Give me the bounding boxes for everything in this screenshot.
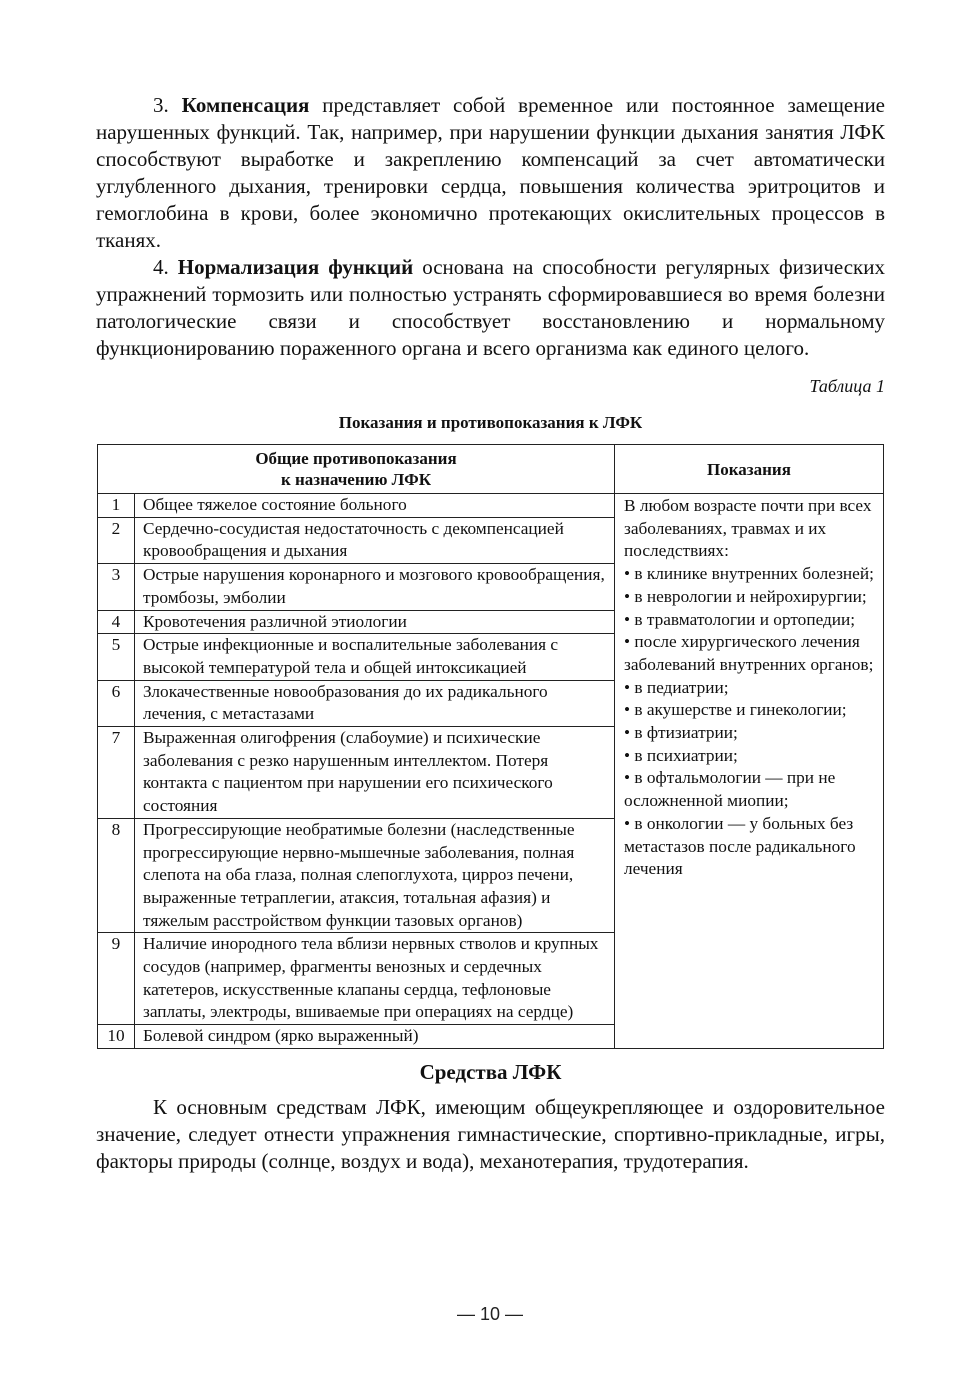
page-content <box>96 92 885 1175</box>
indication-item: • в акушерстве и гинекологии; <box>624 700 847 720</box>
row-number: 4 <box>98 610 135 634</box>
row-text: Сердечно-сосудистая недостаточность с декомпенсацией кровообращения и дыхания <box>135 517 615 563</box>
indications-table <box>97 444 884 1049</box>
indication-item: • в онкологии — у больных без метастазов после радикального лечения <box>624 813 856 879</box>
row-text: Общее тяжелое состояние больного <box>135 494 615 518</box>
page-number: — 10 — <box>456 1304 524 1324</box>
indication-item: • в педиатрии; <box>624 677 729 697</box>
term-normalization: Нормализация функций <box>177 255 414 279</box>
indication-item: • в психиатрии; <box>624 745 738 765</box>
section-paragraph: К основным средствам ЛФК, имеющим общеукрепляющее и оздоровительное значение, следует отнести упражнения гимнастические, спортивно-прикладные, игры, факторы природы (солнце, воздух и вода), механотерапия, трудотерапия. <box>96 1094 885 1173</box>
paragraph-text: представляет собой временное или постоянное замещение нарушенных функций. Так, например, при нарушении функции дыхания занятия ЛФК способствуют выработке и закреплению компенсаций за счет автоматически углубленного дыхания, тренировки сердца, повышения количества эритроцитов и гемоглобина в крови, более экономично протекающих окислительных процессов в тканях. <box>96 93 886 252</box>
table-row <box>98 494 884 518</box>
row-text: Болевой синдром (ярко выраженный) <box>135 1025 615 1049</box>
indication-item: • в клинике внутренних болезней; <box>624 564 874 584</box>
row-number: 10 <box>98 1025 135 1049</box>
row-number: 9 <box>98 933 135 1025</box>
row-number: 6 <box>98 680 135 726</box>
table-title: Показания и противопоказания к ЛФК <box>338 413 643 432</box>
header-indications: Показания <box>615 445 884 494</box>
row-text: Острые инфекционные и воспалительные заболевания с высокой температурой тела и общей интоксикацией <box>135 634 615 680</box>
row-number: 5 <box>98 634 135 680</box>
paragraph-text: основана на способности регулярных физических упражнений тормозить или полностью устранять сформировавшиеся во время болезни патологические связи и способствует восстановлению и нормальному функционированию пораженного органа и всего организма как единого целого. <box>96 255 886 360</box>
indication-item: • в неврологии и нейрохирургии; <box>624 586 867 606</box>
paragraph-number: 3. <box>153 93 182 117</box>
paragraph-normalization <box>96 254 885 362</box>
row-number: 8 <box>98 818 135 933</box>
indications-intro: В любом возрасте почти при всех заболеваниях, травмах и их последствиях: <box>624 496 872 561</box>
header-contraindications-line2: к назначению ЛФК <box>280 470 432 489</box>
row-text: Выраженная олигофрения (слабоумие) и психические заболевания с резко нарушенным интеллектом. Потеря контакта с пациентом при нарушении его психического состояния <box>135 727 615 819</box>
table-header-row <box>98 445 884 494</box>
section-title: Средства ЛФК <box>419 1059 562 1084</box>
row-number: 1 <box>98 494 135 518</box>
row-number: 7 <box>98 727 135 819</box>
table-label: Таблица 1 <box>809 376 885 396</box>
row-text: Кровотечения различной этиологии <box>135 610 615 634</box>
row-text: Наличие инородного тела вблизи нервных стволов и крупных сосудов (например, фрагменты венозных и сердечных катетеров, искусственные клапаны сердца, тефлоновые заплаты, электроды, вшиваемые при операциях на сердце) <box>135 933 615 1025</box>
term-compensation: Компенсация <box>181 93 310 117</box>
indication-item: • в травматологии и ортопедии; <box>624 609 856 629</box>
indications-cell <box>615 494 884 1049</box>
indication-item: • после хирургического лечения заболеваний внутренних органов; <box>624 632 874 674</box>
row-number: 2 <box>98 517 135 563</box>
paragraph-number: 4. <box>153 255 178 279</box>
indication-item: • в фтизиатрии; <box>624 723 738 743</box>
indication-item: • в офтальмологии — при не осложненной миопии; <box>624 768 836 811</box>
row-text: Прогрессирующие необратимые болезни (наследственные прогрессирующие нервно-мышечные заболевания, полная слепота на оба глаза, полная слепоглухота, цирроз печени, выраженные тетраплегии, атаксия, тотальная афазия) и тяжелым расстройством функции тазовых органов) <box>135 818 615 933</box>
paragraph-compensation <box>96 92 885 254</box>
row-number: 3 <box>98 564 135 610</box>
header-contraindications-line1: Общие противопоказания <box>255 449 457 468</box>
header-contraindications <box>98 445 615 494</box>
row-text: Злокачественные новообразования до их радикального лечения, с метастазами <box>135 680 615 726</box>
row-text: Острые нарушения коронарного и мозгового кровообращения, тромбозы, эмболии <box>135 564 615 610</box>
